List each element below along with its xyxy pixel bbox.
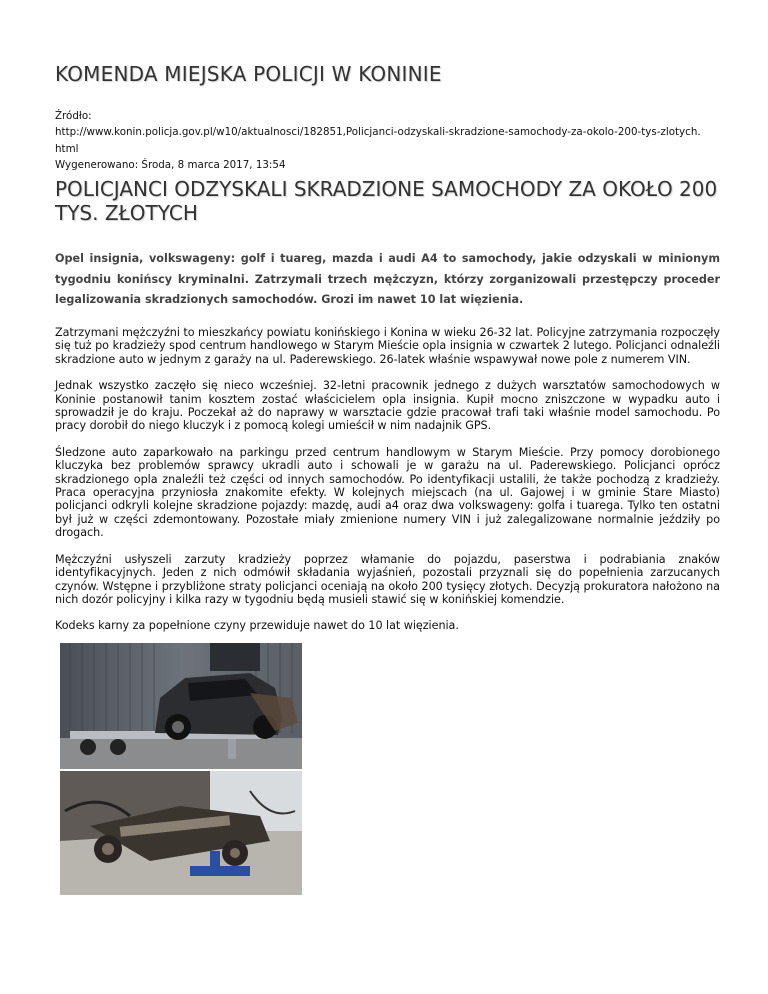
- paragraph: Kodeks karny za popełnione czyny przewiduje nawet do 10 lat więzienia.: [55, 619, 459, 633]
- paragraph: Śledzone auto zaparkowało na parkingu przed centrum handlowym w Starym Mieście. Przy pomocy dorobionego kluczyka bez problemów sprawcy ukradli auto i schowali je w garażu na ul. Paderewskiego. Policjanci oprócz skradzionego opla znaleźli też części od innych samochodów. Po identyfikacji ustalili, że także pochodzą z kradzieży. Praca operacyjna przyniosła znakomite efekty. W kolejnych miejscach (na ul. Gajowej i w gminie Stare Miasto) policjanci odkryli kolejne skradzione pojazdy: mazdę, audi a4 oraz dwa volkswageny: golfa i tuarega. Tylko ten ostatni był już w części zdemontowany. Pozostałe miały zmienione numery VIN i już zalegalizowane normalnie jeździły po drogach.: [55, 445, 720, 540]
- photo-damaged-car-on-trailer: [60, 643, 302, 769]
- source-label: Źródło:: [55, 110, 92, 122]
- article-lead: Opel insignia, volkswageny: golf i tuareg, mazda i audi A4 to samochody, jakie odzyskali w minionym tygodniu konińscy kryminalni. Zatrzymali trzech mężczyzn, którzy zorganizowali przestępczy proceder legalizowania skradzionych samochodów. Grozi im nawet 10 lat więzienia.: [55, 252, 720, 307]
- generated-date: Wygenerowano: Środa, 8 marca 2017, 13:54: [55, 158, 286, 171]
- paragraph: Mężczyźni usłyszeli zarzuty kradzieży poprzez włamanie do pojazdu, paserstwa i podrabiania znaków identyfikacyjnych. Jeden z nich odmówił składania wyjaśnień, pozostali przyznali się do popełnienia zarzucanych czynów. Wstępne i przybliżone straty policjanci oceniają na około 200 tysięcy złotych. Decyzją prokuratora nałożono na nich dozór policyjny i kilka razy w tygodniu będą musieli stawić się w konińskiej komendzie.: [55, 552, 720, 606]
- paragraph: Jednak wszystko zaczęło się nieco wcześniej. 32-letni pracownik jednego z dużych warsztatów samochodowych w Koninie postanowił tanim kosztem zostać właścicielem opla insignia. Kupił mocno zniszczone w wypadku auto i sprowadził je do kraju. Poczekał aż do naprawy w warsztacie gdzie pracował trafi taki właśnie model samochodu. Po pracy dorobił do niego kluczyk i z pomocą kolegi umieścił w nim nadajnik GPS.: [55, 379, 720, 433]
- paragraph: Zatrzymani mężczyźni to mieszkańcy powiatu konińskiego i Konina w wieku 26-32 lat. Policyjne zatrzymania rozpoczęły się tuż po kradzieży spod centrum handlowego w Starym Mieście opla insignia w czwartek 2 lutego. Policjanci odnaleźli skradzione auto w jednym z garaży na ul. Paderewskiego. 26-latek właśnie wspawywał nowe pole z numerem VIN.: [55, 326, 720, 366]
- article-title: POLICJANCI ODZYSKALI SKRADZIONE SAMOCHODY ZA OKOŁO 200 TYS. ZŁOTYCH: [55, 177, 718, 225]
- article-body: [55, 326, 720, 646]
- photo-dismantled-car-parts: [60, 771, 302, 895]
- source-url[interactable]: http://www.konin.policja.gov.pl/w10/aktualnosci/182851,Policjanci-odzyskali-skradzione-samochody-za-okolo-200-tys-zlotych.: [55, 126, 701, 139]
- source-block: [55, 108, 720, 173]
- organization-title: KOMENDA MIEJSKA POLICJI W KONINIE: [55, 62, 442, 86]
- source-url-continuation[interactable]: html: [55, 142, 79, 155]
